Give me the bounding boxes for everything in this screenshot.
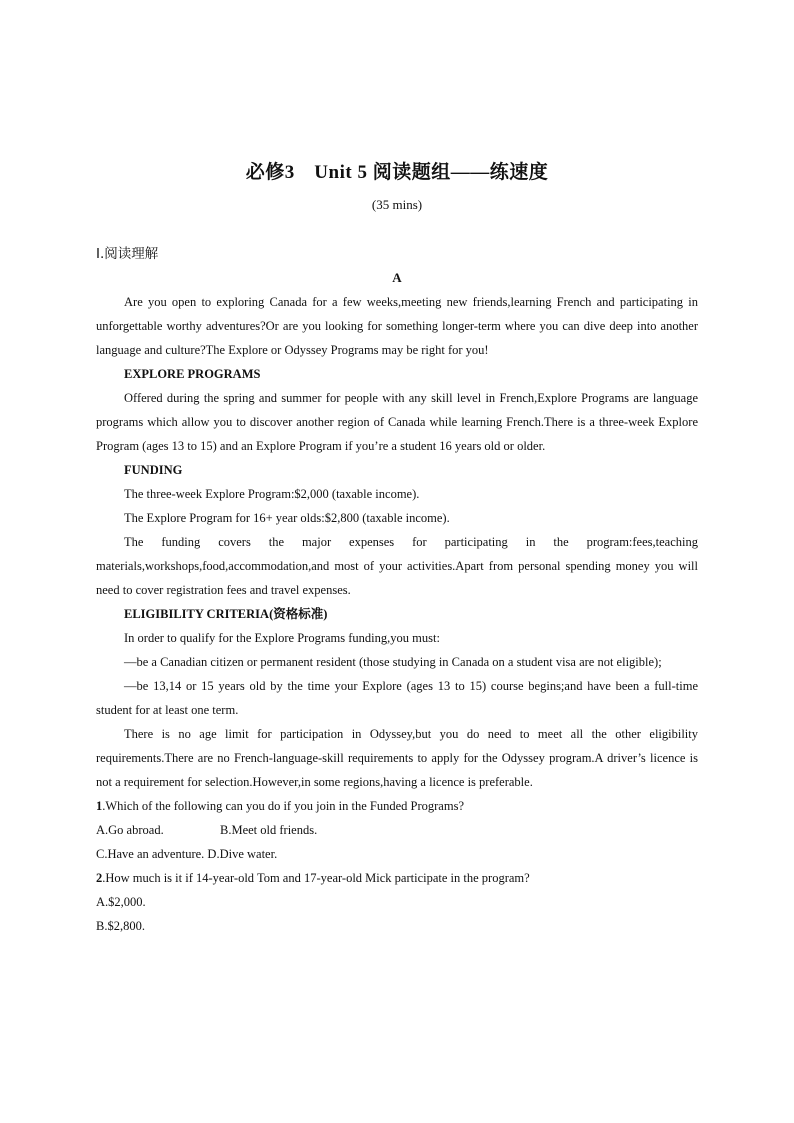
question-1 <box>96 794 698 818</box>
funding-line-2: The Explore Program for 16+ year olds:$2,800 (taxable income). <box>124 511 450 525</box>
time-limit: (35 mins) <box>371 197 423 212</box>
odyssey-paragraph: There is no age limit for participation in Odyssey,but you do need to meet all the other eligibility requirements.There are no French-language-skill requirements to apply for the Odyssey program.A driver’s licence is not a requirement for selection.However,in some regions,having a licence is preferable. <box>96 727 698 789</box>
document-body <box>96 242 698 938</box>
option-a[interactable]: A.Go abroad. <box>96 823 164 837</box>
eligibility-heading: ELIGIBILITY CRITERIA(资格标准) <box>124 607 328 621</box>
section-heading: Ⅰ.阅读理解 <box>96 246 159 262</box>
explore-paragraph: Offered during the spring and summer for people with any skill level in French,Explore Programs are language programs which allow you to discover another region of Canada while learning French.There is a three-week Explore Program (ages 13 to 15) and an Explore Program if you’re a student 16 years old or older. <box>96 391 698 453</box>
funding-heading: FUNDING <box>124 463 183 477</box>
question-2 <box>96 866 698 890</box>
question-number: 2 <box>96 871 103 885</box>
option-a[interactable]: A.$2,000. <box>96 895 146 909</box>
option-d[interactable]: D.Dive water. <box>207 847 278 861</box>
passage-intro: Are you open to exploring Canada for a few weeks,meeting new friends,learning French and participating in unforgettable worthy adventures?Or are you looking for something longer-term where you can dive deep into another language and culture?The Explore or Odyssey Programs may be right for you! <box>96 295 698 357</box>
page-title: 必修3 Unit 5 阅读题组——练速度 <box>245 162 549 183</box>
funding-line-1: The three-week Explore Program:$2,000 (taxable income). <box>124 487 420 501</box>
funding-paragraph: The funding covers the major expenses for participating in the program:fees,teaching materials,workshops,food,accommodation,and most of your activities.Apart from personal spending money you will need to cover registration fees and travel expenses. <box>96 535 698 597</box>
option-c[interactable]: C.Have an adventure. <box>96 847 208 861</box>
question-number: 1 <box>96 799 103 813</box>
option-b[interactable]: B.$2,800. <box>96 919 145 933</box>
eligibility-intro: In order to qualify for the Explore Programs funding,you must: <box>124 631 440 645</box>
question-text: .Which of the following can you do if you join in the Funded Programs? <box>102 799 464 813</box>
option-b[interactable]: B.Meet old friends. <box>220 823 318 837</box>
question-1-options-row-1 <box>96 818 698 842</box>
explore-heading: EXPLORE PROGRAMS <box>124 367 261 381</box>
question-text: .How much is it if 14-year-old Tom and 17-year-old Mick participate in the program? <box>102 871 530 885</box>
question-1-options-row-2 <box>96 842 698 866</box>
passage-label: A <box>392 270 402 285</box>
eligibility-item-2: —be 13,14 or 15 years old by the time your Explore (ages 13 to 15) course begins;and have been a full-time student for at least one term. <box>96 679 698 717</box>
eligibility-item-1: —be a Canadian citizen or permanent resident (those studying in Canada on a student visa are not eligible); <box>124 655 662 669</box>
